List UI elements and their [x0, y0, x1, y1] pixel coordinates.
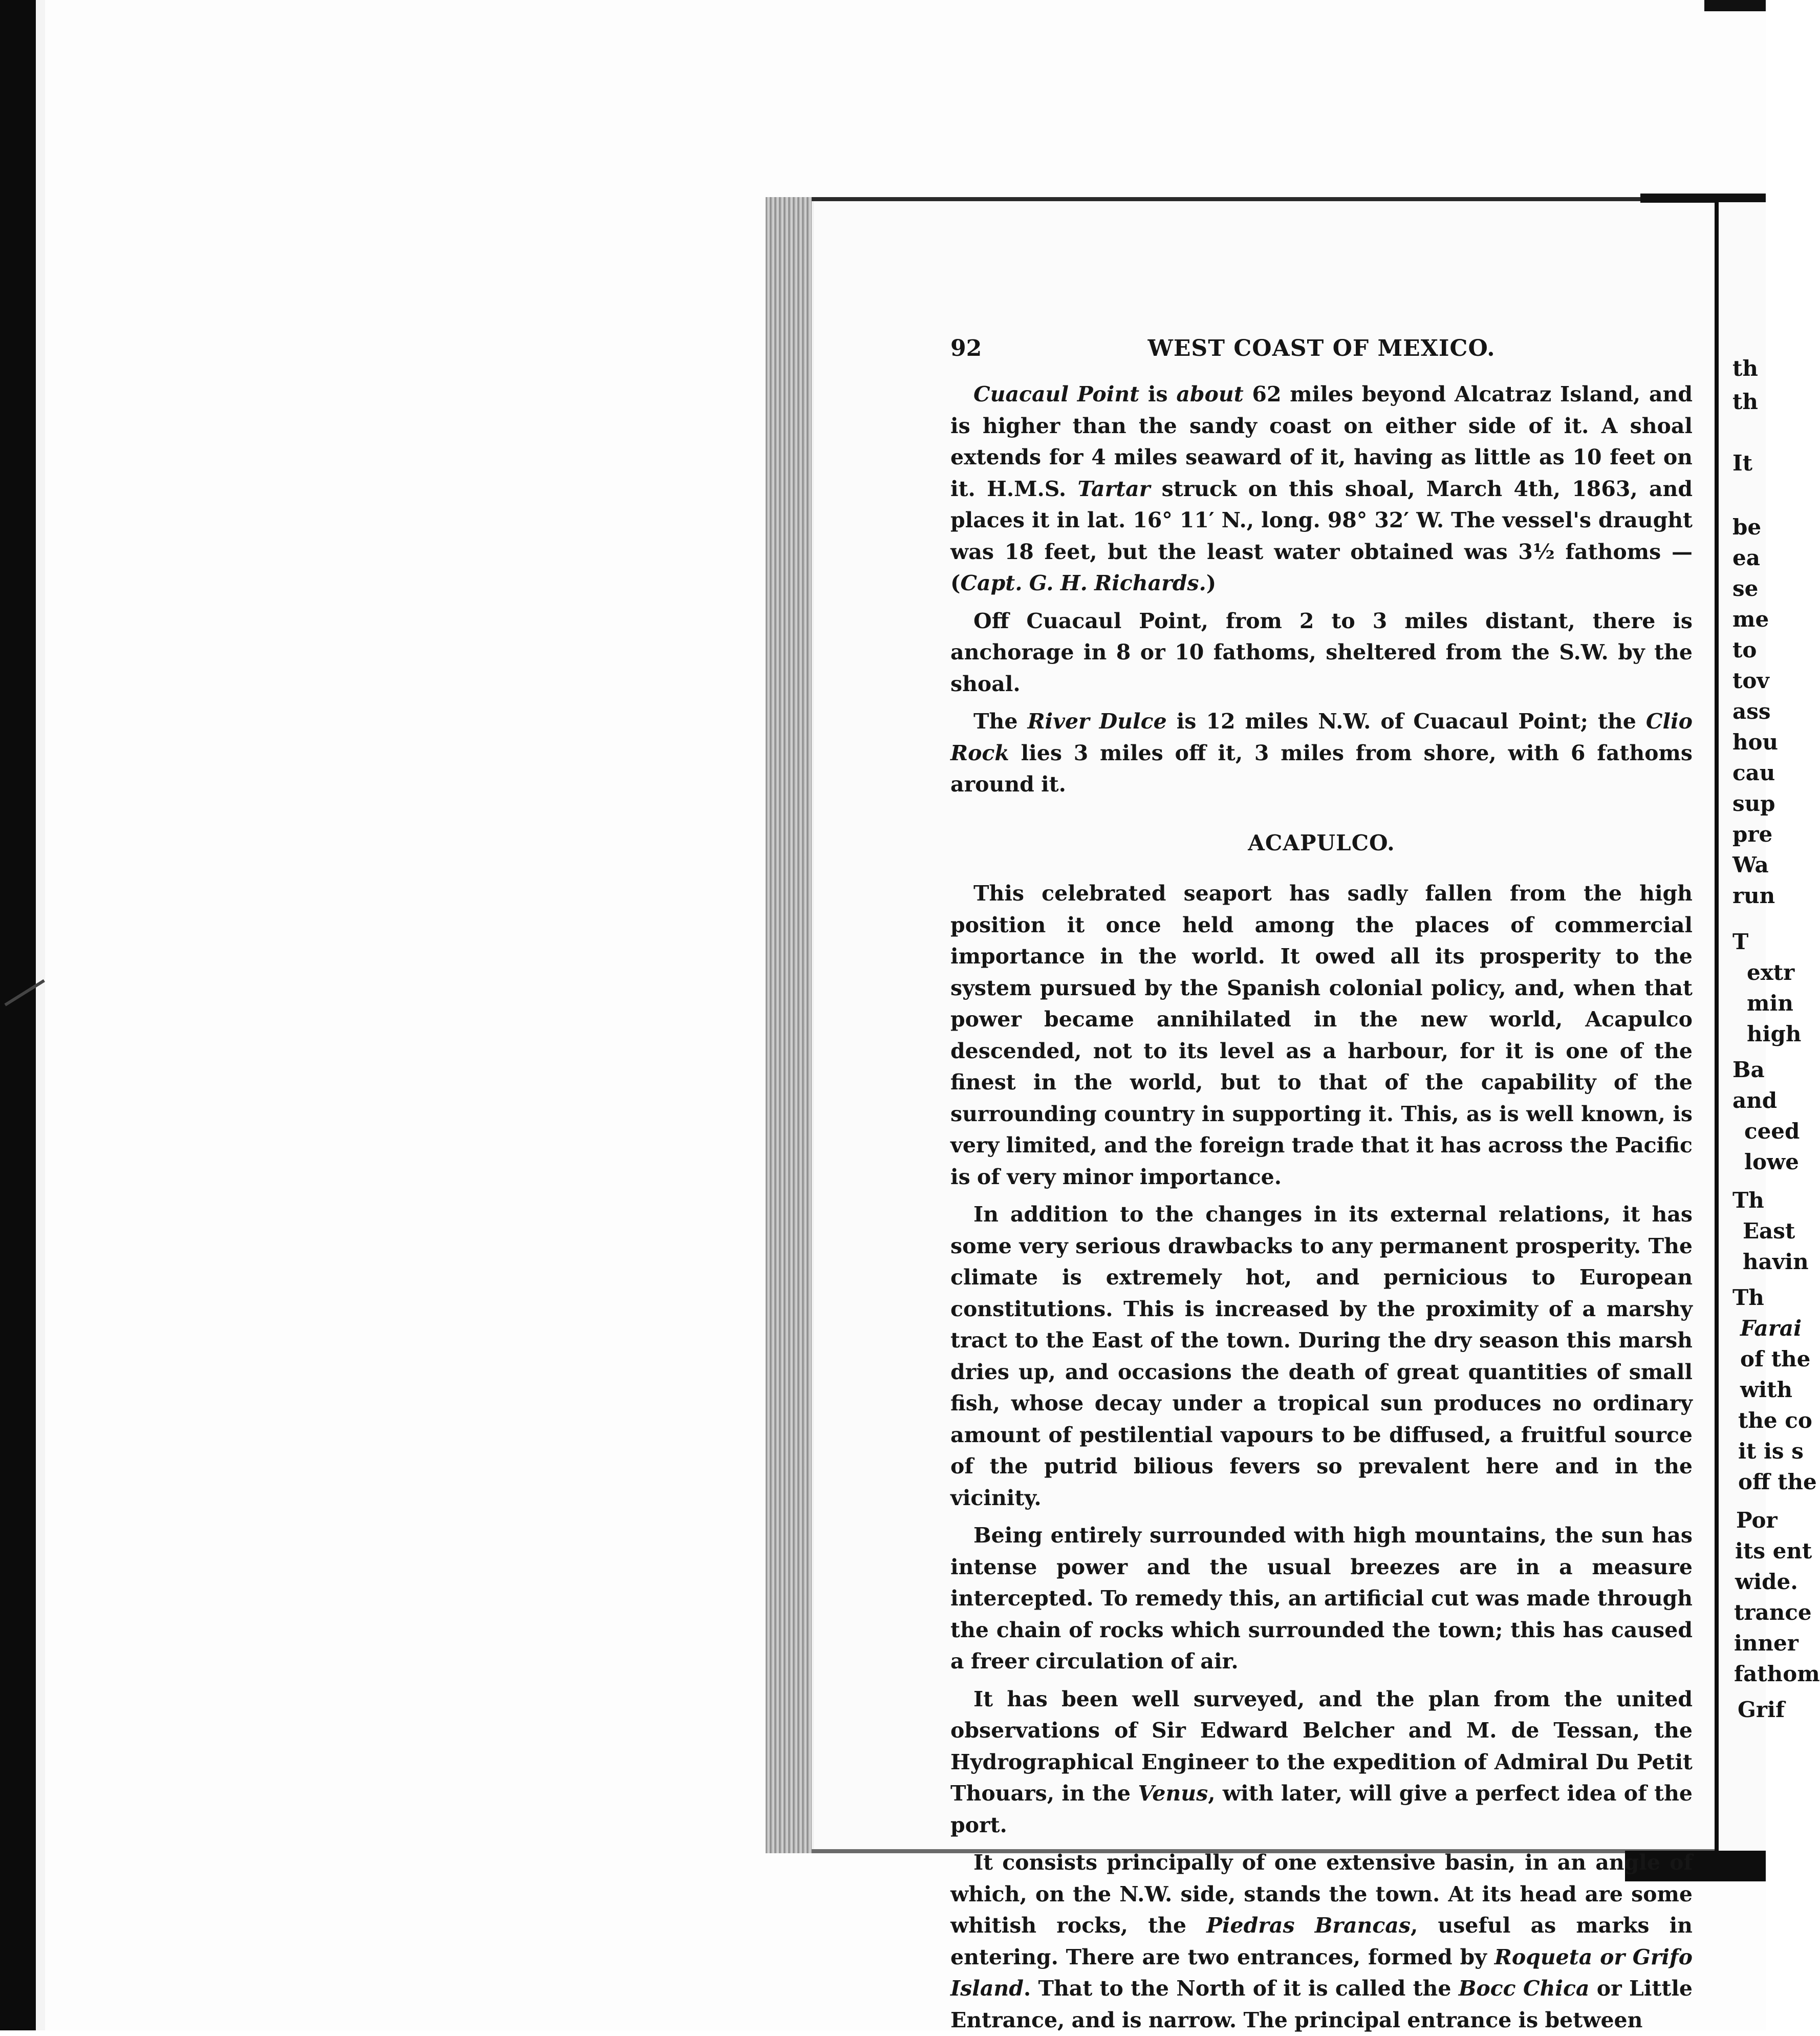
- page-edges: [766, 197, 812, 1853]
- italic-run: Tartar: [1077, 476, 1151, 501]
- italic-run: about: [1176, 382, 1244, 406]
- next-page-fragment: havin: [1743, 1249, 1809, 1274]
- next-page-fragment: be: [1732, 515, 1762, 540]
- text-run: struck on this shoal, March 4th, 1863, and places it in lat. 16° 11′ N., long. 98° 32′ W. The vessel's draught was 18 feet, but the least water obtained was 3½ fathoms — (: [950, 476, 1693, 595]
- text-run: This celebrated seaport has sadly fallen from the high position it once held among the places of commercial importance in the world. It owed all its prosperity to the system pursued by the Spanish colonial policy, and, when that power became annihilated in the new world, Acapulco descended, not to its level as a harbour, for it is one of the finest in the world, but to that of the capability of the surrounding country in supporting it. This, as is well known, is very limited, and the foreign trade that it has across the Pacific is of very minor importance.: [950, 881, 1693, 1189]
- italic-run: Cuacaul Point: [973, 382, 1140, 406]
- next-page-fragment: It: [1732, 451, 1753, 476]
- next-page-fragment: its ent: [1735, 1538, 1812, 1563]
- next-page-fragment: run: [1732, 883, 1775, 908]
- next-page-fragment: pre: [1732, 822, 1773, 847]
- next-page-fragment: ea: [1732, 545, 1760, 570]
- next-page-fragment: cau: [1732, 760, 1775, 785]
- italic-run: Piedras Brancas: [1206, 1913, 1411, 1938]
- body-text: [950, 379, 1693, 2036]
- next-page-shadow-top: [1640, 194, 1766, 203]
- text-run: or Little Entrance, and is narrow. The principal entrance is between: [950, 1976, 1693, 2032]
- paragraph-acapulco-history: [950, 878, 1693, 1193]
- paragraph-river-dulce: [950, 706, 1693, 801]
- italic-run: Capt. G. H. Richards.: [960, 571, 1206, 595]
- next-page-fragment: sup: [1732, 791, 1775, 816]
- text-run: It has been well surveyed, and the plan from the united observations of Sir Edward Belcher and M. de Tessan, the Hydrographical Engineer to the expedition of Admiral Du Petit Thouars, in the: [950, 1686, 1693, 1806]
- text-run: 62 miles beyond Alcatraz Island, and is higher than the sandy coast on either side of it. A shoal extends for 4 miles seaward of it, having as little as 10 feet on it. H.M.S.: [950, 382, 1693, 501]
- paragraph-survey: [950, 1684, 1693, 1841]
- text-run: lies 3 miles off it, 3 miles from shore, with 6 fathoms around it.: [950, 740, 1693, 797]
- text-run: , with later, will give a perfect idea of the port.: [950, 1781, 1693, 1837]
- text-run: , useful as marks in entering. There are two entrances, formed by: [950, 1913, 1693, 1969]
- scan-margin: [36, 0, 45, 2030]
- next-page-fragment: the co: [1738, 1408, 1812, 1433]
- paragraph-cuacaul-point: [950, 379, 1693, 599]
- next-page-fragment: min: [1747, 991, 1793, 1016]
- next-page-fragment: hou: [1732, 730, 1779, 755]
- page-number: 92: [950, 335, 982, 361]
- next-page-fragment: off the: [1738, 1469, 1817, 1494]
- next-page-fragment: Por: [1736, 1508, 1778, 1533]
- text-run: is 12 miles N.W. of Cuacaul Point; the: [1166, 709, 1646, 734]
- next-page-fragment: se: [1732, 576, 1759, 601]
- scan-border-left: [0, 0, 36, 2030]
- text-run: Off Cuacaul Point, from 2 to 3 miles distant, there is anchorage in 8 or 10 fathoms, sheltered from the S.W. by the shoal.: [950, 608, 1693, 696]
- next-page-fragment: T: [1732, 929, 1749, 954]
- next-page-fragment: inner: [1734, 1631, 1799, 1656]
- italic-run: River Dulce: [1027, 709, 1167, 734]
- next-page-fragment: wide.: [1735, 1569, 1798, 1594]
- next-page-fragment: ass: [1732, 699, 1771, 724]
- next-page-fragment: it is s: [1738, 1439, 1804, 1464]
- running-head: [950, 335, 1693, 366]
- section-title: ACAPULCO.: [1248, 830, 1395, 855]
- next-page-fragment: extr: [1747, 960, 1795, 985]
- paragraph-climate: [950, 1199, 1693, 1514]
- text-run: . That to the North of it is called the: [1023, 1976, 1459, 2001]
- next-page-fragment: Wa: [1732, 852, 1769, 877]
- paragraph-mountains: [950, 1520, 1693, 1678]
- next-page-fragment: Farai: [1740, 1316, 1802, 1341]
- text-run: Being entirely surrounded with high mountains, the sun has intense power and the usual breezes are in a measure intercepted. To remedy this, an artificial cut was made through the chain of rocks which surrounded the town; this has caused a freer circulation of air.: [950, 1523, 1693, 1674]
- text-run: is: [1139, 382, 1177, 406]
- italic-run: Bocc Chica: [1458, 1976, 1590, 2001]
- next-page-fragment: East: [1743, 1218, 1795, 1244]
- text-run: It consists principally of one extensive basin, in an angle of which, on the N.W. side, stands the town. At its head are some whitish rocks, the: [950, 1850, 1693, 1938]
- text-run: ): [1206, 571, 1217, 595]
- next-page-fragment: th: [1732, 356, 1758, 381]
- next-page-fragment: fathom: [1734, 1661, 1820, 1686]
- text-run: In addition to the changes in its external relations, it has some very serious drawbacks to any permanent prosperity. The climate is extremely hot, and pernicious to European constitutions. This is increased by the proximity of a marshy tract to the East of the town. During the dry season this marsh dries up, and occasions the death of great quantities of small fish, whose decay under a tropical sun produces no ordinary amount of pestilential vapours to be diffused, a fruitful source of the putrid bilious fevers so prevalent here and in the vicinity.: [950, 1202, 1693, 1510]
- paragraph-anchorage: [950, 606, 1693, 700]
- italic-run: Venus: [1138, 1781, 1208, 1806]
- italic-run: Clio Rock: [950, 709, 1693, 765]
- next-page-fragment: Grif: [1738, 1697, 1785, 1722]
- next-page-fragment: lowe: [1744, 1149, 1799, 1174]
- next-page-fragment: th: [1732, 389, 1758, 414]
- paragraph-basin: [950, 1847, 1693, 2036]
- italic-run: Roqueta or Grifo Island: [950, 1944, 1693, 2001]
- next-page-fragment: me: [1732, 607, 1769, 632]
- text-run: The: [973, 709, 1028, 734]
- next-page-fragment: to: [1732, 637, 1757, 662]
- scan-border-top-right: [1704, 0, 1766, 11]
- next-page-fragment: Th: [1732, 1285, 1764, 1310]
- next-page-fragment: Th: [1732, 1188, 1764, 1213]
- next-page-fragment: Ba: [1732, 1057, 1765, 1082]
- next-page-fragment: trance: [1734, 1600, 1812, 1625]
- next-page-fragment: of the: [1740, 1346, 1811, 1371]
- next-page-fragment: tov: [1732, 668, 1769, 693]
- next-page-fragment: high: [1747, 1021, 1802, 1046]
- running-head-title: WEST COAST OF MEXICO.: [1147, 335, 1496, 361]
- next-page-fragment: ceed: [1744, 1119, 1800, 1144]
- next-page-fragment: with: [1740, 1377, 1793, 1402]
- next-page-fragment: and: [1732, 1088, 1778, 1113]
